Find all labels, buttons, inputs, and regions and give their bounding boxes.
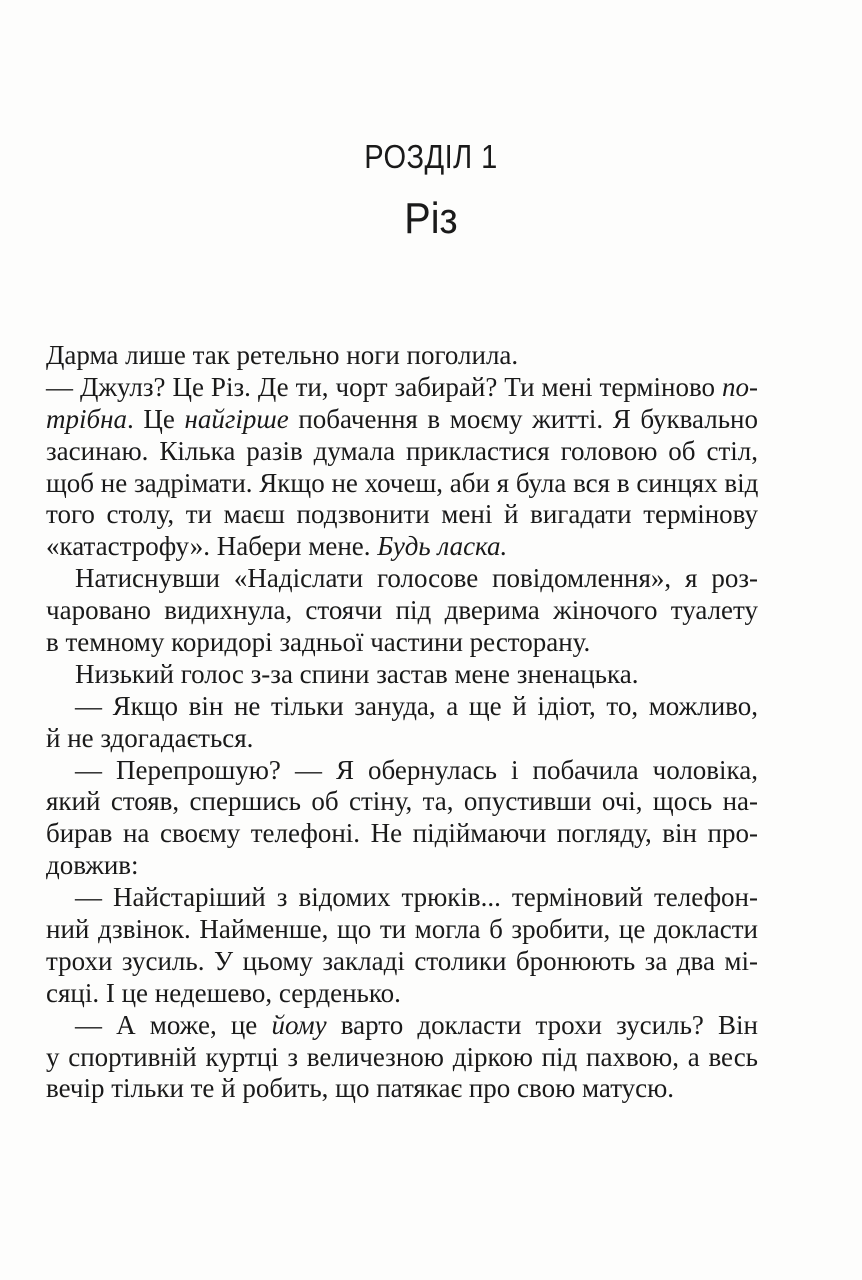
text-line xyxy=(46,755,758,787)
text-segment: побачення в моєму житті. Я буквально xyxy=(288,403,758,434)
paragraph xyxy=(46,659,758,691)
text-line xyxy=(46,372,758,404)
text-segment: й не здогадається. xyxy=(46,722,254,753)
text-segment: — Перепрошую? — Я обернулась і побачила чоловіка, xyxy=(75,754,758,785)
italic-text: Будь ласка. xyxy=(377,531,508,562)
text-segment: бирав на своєму телефоні. Не підіймаючи погляду, він про- xyxy=(46,818,758,849)
text-segment: — А може, це xyxy=(75,1009,272,1040)
text-segment: вечір тільки те й робить, що патякає про свою матусю. xyxy=(46,1073,675,1104)
text-line xyxy=(46,691,758,723)
text-segment: у спортивній куртці з величезною діркою під пахвою, а весь xyxy=(46,1041,758,1072)
italic-text: по- xyxy=(722,371,758,402)
text-line xyxy=(46,882,758,914)
text-segment: того столу, ти маєш подзвонити мені й вигадати термінову xyxy=(46,499,758,530)
text-line xyxy=(46,914,758,946)
text-segment: «катастрофу». Набери мене. xyxy=(46,531,378,562)
chapter-title: Різ xyxy=(404,194,458,243)
text-segment: чаровано видихнула, стоячи під дверима жіночого туалету xyxy=(46,595,758,626)
text-line xyxy=(46,659,758,691)
text-line xyxy=(46,595,758,627)
text-line xyxy=(46,978,758,1010)
text-segment: варто докласти трохи зусиль? Він xyxy=(326,1009,758,1040)
text-segment: сяці. І це недешево, серденько. xyxy=(46,977,401,1008)
paragraph xyxy=(46,882,758,1010)
text-line xyxy=(46,531,758,563)
italic-text: трібна xyxy=(46,403,127,434)
text-line xyxy=(46,1042,758,1074)
text-line xyxy=(46,946,758,978)
text-segment: — Джулз? Це Різ. Де ти, чорт забирай? Ти мені терміново xyxy=(46,371,722,402)
text-line xyxy=(46,1073,758,1105)
text-segment: який стояв, спершись об стіну, та, опустивши очі, щось на- xyxy=(46,786,758,817)
paragraph xyxy=(46,340,758,372)
text-line xyxy=(46,786,758,818)
text-segment: в темному коридорі задньої частини ресторану. xyxy=(46,627,591,658)
chapter-body-text xyxy=(46,340,758,1105)
text-segment: Низький голос з-за спини застав мене зненацька. xyxy=(75,658,639,689)
text-line xyxy=(46,340,758,372)
text-line xyxy=(46,723,758,755)
paragraph xyxy=(46,563,758,659)
text-segment: трохи зусиль. У цьому закладі столики бронюють за два мі- xyxy=(46,945,758,976)
text-segment: довжив: xyxy=(46,850,139,881)
paragraph xyxy=(46,691,758,755)
text-line xyxy=(46,563,758,595)
text-line xyxy=(46,818,758,850)
text-segment: ний дзвінок. Найменше, що ти могла б зробити, це докласти xyxy=(46,914,758,945)
text-line xyxy=(46,436,758,468)
text-line xyxy=(46,499,758,531)
text-line xyxy=(46,627,758,659)
text-line xyxy=(46,404,758,436)
paragraph xyxy=(46,1010,758,1106)
text-segment: . Це xyxy=(126,403,185,434)
text-segment: засинаю. Кілька разів думала прикластися головою об стіл, xyxy=(46,435,758,466)
italic-text: йому xyxy=(271,1009,327,1040)
text-segment: Дарма лише так ретельно ноги поголила. xyxy=(46,340,519,370)
text-line xyxy=(46,850,758,882)
chapter-number: РОЗДІЛ 1 xyxy=(364,138,498,175)
italic-text: найгірше xyxy=(184,403,289,434)
text-segment: — Найстаріший з відомих трюків... терміновий телефон- xyxy=(75,882,758,913)
text-line xyxy=(46,1010,758,1042)
text-segment: Натиснувши «Надіслати голосове повідомлення», я роз- xyxy=(75,563,758,594)
text-segment: щоб не задрімати. Якщо не хочеш, аби я була вся в синцях від xyxy=(46,467,759,498)
paragraph xyxy=(46,755,758,883)
paragraph xyxy=(46,372,758,563)
text-segment: — Якщо він не тільки зануда, а ще й ідіот, то, можливо, xyxy=(75,690,758,721)
text-line xyxy=(46,468,758,500)
